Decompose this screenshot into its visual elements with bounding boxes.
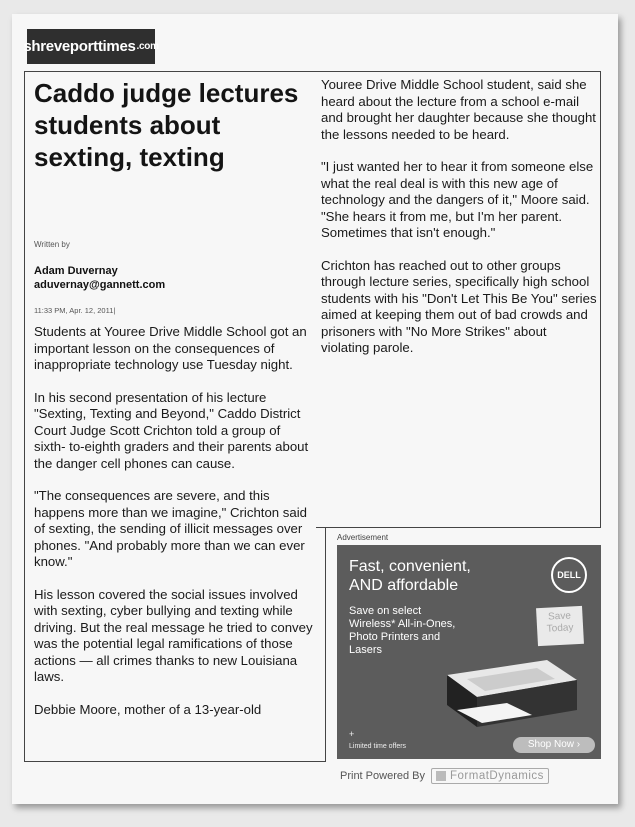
frame-divider: [316, 527, 601, 528]
paragraph: "The consequences are severe, and this happens more than we imagine," Crichton said of sexting, the sending of illicit messages over phones. "And probably more than we can ever know.": [34, 488, 307, 569]
written-by-label: Written by: [34, 240, 70, 249]
paragraph: Students at Youree Drive Middle School got an important lesson on the consequences of inappropriate technology use Tuesday night.: [34, 324, 307, 372]
plus-icon: +: [349, 729, 355, 739]
paragraph: "I just wanted her to hear it from someone else what the real deal is with this new age of technology and the dangers of it," Moore said. "She hears it from me, but I'm her parent. Sometimes that isn't enough.": [321, 159, 594, 240]
article-timestamp: 11:33 PM, Apr. 12, 2011|: [34, 306, 116, 315]
ad-title-line: Fast, convenient,: [349, 558, 471, 575]
logo-domain: .com: [136, 41, 159, 52]
author-email[interactable]: aduvernay@gannett.com: [34, 279, 166, 291]
ad-label: Advertisement: [337, 533, 389, 542]
advertisement-banner[interactable]: [337, 545, 601, 759]
save-tag-line: Today: [546, 622, 574, 635]
formatdynamics-brand: FormatDynamics: [449, 770, 544, 782]
author-name: Adam Duvernay: [34, 265, 118, 277]
paragraph: Youree Drive Middle School student, said she heard about the lecture from a school e-mail and brought her daughter because she thought the lessons needed to be heard.: [321, 77, 596, 142]
dell-logo-icon: DELL: [551, 557, 587, 593]
printer-icon: [437, 635, 587, 735]
powered-by-label: Print Powered By: [340, 770, 425, 782]
paragraph: In his second presentation of his lecture "Sexting, Texting and Beyond," Caddo District Court Judge Scott Crichton told a group of sixth- to-eighth graders and their parents about the danger cell phones can cause.: [34, 389, 309, 471]
formatdynamics-icon: [436, 771, 446, 781]
ad-subtitle: Save on select Wireless* All-in-Ones, Photo Printers and Lasers: [349, 605, 456, 656]
limited-offers-text: Limited time offers: [349, 743, 407, 750]
save-tag-line: Save: [547, 610, 572, 623]
frame-divider: [600, 71, 601, 527]
paragraph: His lesson covered the social issues involved with sexting, cyber bullying and texting while driving. But the real message he tried to convey was the potential legal ramifications of those actions — all crimes thanks to new Louisiana laws.: [34, 586, 313, 684]
paragraph: Crichton has reached out to other groups through lecture series, specifically high school students with his "Don't Let This Be You" series aimed at keeping them out of bad crowds and prisoners with "No More Strikes" about violating parole.: [321, 257, 597, 355]
paragraph: Debbie Moore, mother of a 13-year-old: [34, 701, 262, 717]
frame-divider: [325, 527, 326, 762]
print-powered-by: [340, 768, 549, 784]
article-column-2: [321, 77, 597, 373]
shop-now-button[interactable]: Shop Now ›: [513, 737, 595, 753]
author-block: [34, 264, 165, 292]
frame-divider: [24, 761, 325, 762]
logo-name: shreveporttimes: [23, 38, 136, 55]
ad-title-line: AND affordable: [349, 577, 459, 594]
ad-title: [349, 557, 471, 595]
formatdynamics-logo[interactable]: [431, 768, 549, 784]
site-logo[interactable]: [23, 29, 159, 64]
article-headline: Caddo judge lectures students about sexting, texting: [34, 78, 299, 172]
article-column-1: [34, 324, 314, 734]
